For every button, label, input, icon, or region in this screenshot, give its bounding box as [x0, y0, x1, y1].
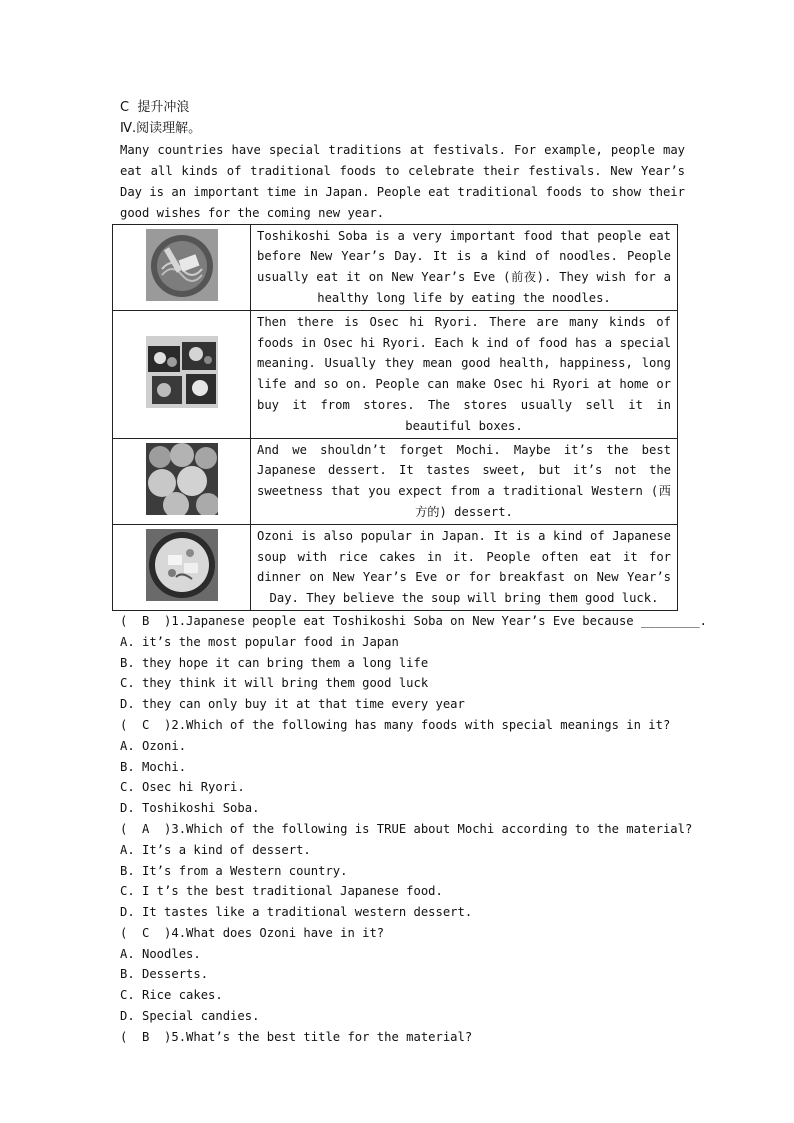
- food-desc-osechi: Then there is Osec hi Ryori. There are many kinds of foods in Osec hi Ryori. Each k ind of food has a special meaning. Usually they mean good health, happiness, long life and so on. People can make Osec hi Ryori at home or buy it from stores. The stores usually sell it in beautiful boxes.: [251, 310, 678, 438]
- food-desc-ozoni: Ozoni is also popular in Japan. It is a kind of Japanese soup with rice cakes in it. People often eat it for dinner on New Year’s Eve or for breakfast on New Year’s Day. They believe the soup will bring them good luck.: [251, 524, 678, 610]
- answer-option: D. It tastes like a traditional western dessert.: [120, 905, 473, 920]
- answer-option: A. Ozoni.: [120, 738, 187, 753]
- answer-option: B. Mochi.: [120, 759, 187, 774]
- answer-option: A. it’s the most popular food in Japan: [120, 634, 399, 649]
- answer-option: C. I t’s the best traditional Japanese food.: [120, 884, 443, 899]
- answer-option: C. they think it will bring them good luck: [120, 676, 429, 691]
- food-desc-soba: Toshikoshi Soba is a very important food that people eat before New Year’s Day. It is a kind of noodles. People usually eat it on New Year’s Eve (前夜). They wish for a healthy long life by eating the noodles.: [251, 224, 678, 310]
- section-label: C 提升冲浪: [120, 100, 190, 115]
- soba-bowl-photo: [146, 229, 218, 301]
- foods-table: [112, 224, 678, 611]
- answer-option: A. Noodles.: [120, 946, 201, 961]
- question-stem: ( C )4.What does Ozoni have in it?: [120, 925, 385, 940]
- answer-option: C. Osec hi Ryori.: [120, 780, 245, 795]
- intro-paragraph: Many countries have special traditions at festivals. For example, people may eat all kinds of traditional foods to celebrate their festivals. New Year’s Day is an important time in Japan. People eat traditional foods to show their good wishes for the coming new year.: [120, 142, 685, 220]
- answer-option: D. they can only buy it at that time every year: [120, 697, 465, 712]
- answer-option: B. It’s from a Western country.: [120, 863, 348, 878]
- question-stem: ( B )5.What’s the best title for the material?: [120, 1029, 473, 1044]
- question-list: [120, 611, 707, 1048]
- question-stem: ( C )2.Which of the following has many foods with special meanings in it?: [120, 717, 671, 732]
- worksheet-page: [120, 98, 707, 1048]
- question-stem: ( A )3.Which of the following is TRUE about Mochi according to the material?: [120, 821, 693, 836]
- answer-option: D. Toshikoshi Soba.: [120, 801, 260, 816]
- answer-option: B. Desserts.: [120, 967, 209, 982]
- food-row-ozoni: [113, 524, 678, 610]
- part-title: Ⅳ.阅读理解。: [120, 120, 202, 136]
- food-row-osechi: [113, 310, 678, 438]
- answer-option: A. It’s a kind of dessert.: [120, 842, 311, 857]
- mochi-photo: [146, 443, 218, 515]
- osechi-box-photo: [146, 336, 218, 408]
- food-row-soba: [113, 224, 678, 310]
- question-stem: ( B )1.Japanese people eat Toshikoshi Soba on New Year’s Eve because ________.: [120, 613, 707, 628]
- food-row-mochi: [113, 438, 678, 524]
- answer-option: B. they hope it can bring them a long life: [120, 655, 429, 670]
- food-desc-mochi: And we shouldn’t forget Mochi. Maybe it’s the best Japanese dessert. It tastes sweet, but it’s not the sweetness that you expect from a traditional Western (西方的) dessert.: [251, 438, 678, 524]
- ozoni-soup-photo: [146, 529, 218, 601]
- answer-option: C. Rice cakes.: [120, 988, 223, 1003]
- answer-option: D. Special candies.: [120, 1009, 260, 1024]
